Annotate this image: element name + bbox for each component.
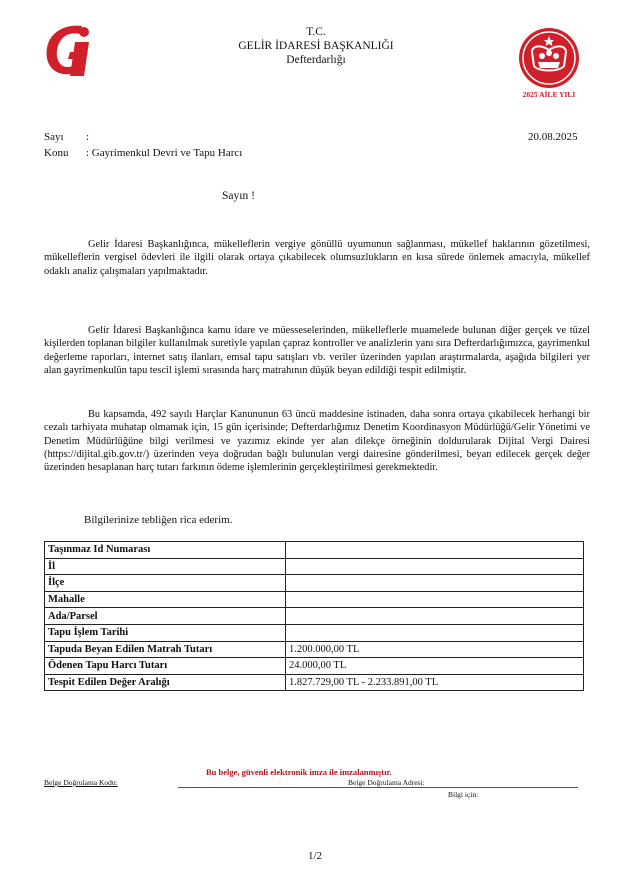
row-value xyxy=(286,624,584,641)
row-value: 1.200.000,00 TL xyxy=(286,641,584,658)
konu-value: : Gayrimenkul Devri ve Tapu Harcı xyxy=(86,147,243,159)
document-date: 20.08.2025 xyxy=(528,131,578,143)
gib-logo xyxy=(42,22,92,78)
body-paragraph-1: Gelir İdaresi Başkanlığınca, mükelleflerin vergiye gönüllü uyumunun sağlanması, mükellef haklarının gözetilmesi, mükelleflerin vergisel ödevleri ile ilgili olarak ortaya çıkabilecek olumsuzlukların en kısa sürede önlemek amacıyla, mükellef odaklı analiz çalışmaları yapılmaktadır. xyxy=(44,239,590,277)
header-line-2: GELİR İDARESİ BAŞKANLIĞI xyxy=(238,40,394,52)
row-label: İlçe xyxy=(45,575,286,592)
table-row xyxy=(45,674,584,691)
salutation: Sayın ! xyxy=(222,190,255,202)
row-label: İl xyxy=(45,558,286,575)
table-row xyxy=(45,558,584,575)
row-label: Taşınmaz Id Numarası xyxy=(45,542,286,559)
footer-divider xyxy=(178,787,578,788)
row-label: Tapu İşlem Tarihi xyxy=(45,624,286,641)
sayi-value: : xyxy=(86,131,90,143)
table-row xyxy=(45,624,584,641)
property-info-table xyxy=(44,541,584,691)
row-value xyxy=(286,542,584,559)
header-line-1: T.C. xyxy=(306,26,326,38)
page-number: 1/2 xyxy=(308,850,323,862)
table-row xyxy=(45,542,584,559)
row-value: 24.000,00 TL xyxy=(286,658,584,675)
family-year-logo xyxy=(514,26,584,96)
e-signature-note: Bu belge, güvenli elektronik imza ile imzalanmıştır. xyxy=(206,767,392,777)
table-row xyxy=(45,575,584,592)
table-row xyxy=(45,608,584,625)
verify-code-label: Belge Doğrulama Kodu: xyxy=(44,778,118,787)
row-label: Ödenen Tapu Harcı Tutarı xyxy=(45,658,286,675)
header-line-3: Defterdarlığı xyxy=(286,54,346,66)
row-value xyxy=(286,575,584,592)
row-label: Tapuda Beyan Edilen Matrah Tutarı xyxy=(45,641,286,658)
body-paragraph-3: Bu kapsamda, 492 sayılı Harçlar Kanununun 63 üncü maddesine istinaden, daha sonra ortaya çıkabilecek herhangi bir cezalı tarhiyata muhatap olmamak için, 15 gün içerisinde; Defterdarlığımız Denetim Koordinasyon Müdürlüğü/Gelir Yönetimi ve Denetim Müdürlüğüne bilgi verilmesi ve yazımız ekinde yer alan dilekçe örneğinin doldurularak Dijital Vergi Dairesi (https://dijital.gib.gov.tr/) üzerinden veya doğrudan bağlı bulunulan vergi dairesine gönderilmesi, beyan edilecek gerçek değer üzerinden hesaplanan harç tutarı farkının ödeme işlemlerinin gerçekleştirilmesi gerekmektedir. xyxy=(44,409,590,474)
closing-line: Bilgilerinize tebliğen rica ederim. xyxy=(84,514,233,526)
row-label: Tespit Edilen Değer Aralığı xyxy=(45,674,286,691)
row-value xyxy=(286,558,584,575)
info-label: Bilgi için: xyxy=(448,790,479,799)
sayi-label: Sayı xyxy=(44,131,64,143)
table-row xyxy=(45,658,584,675)
family-year-label: 2025 AİLE YILI xyxy=(522,90,576,99)
row-label: Ada/Parsel xyxy=(45,608,286,625)
body-paragraph-2: Gelir İdaresi Başkanlığınca kamu idare ve müesseselerinden, mükelleflerle muamelede bulunan diğer gerçek ve tüzel kişilerden toplanan bilgiler kullanılmak suretiyle yapılan çapraz kontroller ve analizlerin yanı sıra Defterdarlığımızca, gayrimenkul değerleme raporları, internet satış ilanları, emsal tapu satışları vb. veriler üzerinden yapılan araştırmalarda, aşağıda bilgileri yer alan gayrimenkulün tapu tescil işlemi sırasında harç matrahının düşük beyan edildiği tespit edilmiştir. xyxy=(44,325,590,376)
row-value xyxy=(286,591,584,608)
row-label: Mahalle xyxy=(45,591,286,608)
verify-address-label: Belge Doğrulama Adresi: xyxy=(348,778,425,787)
row-value xyxy=(286,608,584,625)
table-row xyxy=(45,641,584,658)
table-row xyxy=(45,591,584,608)
row-value: 1.827.729,00 TL - 2.233.891,00 TL xyxy=(286,674,584,691)
konu-label: Konu xyxy=(44,147,69,159)
